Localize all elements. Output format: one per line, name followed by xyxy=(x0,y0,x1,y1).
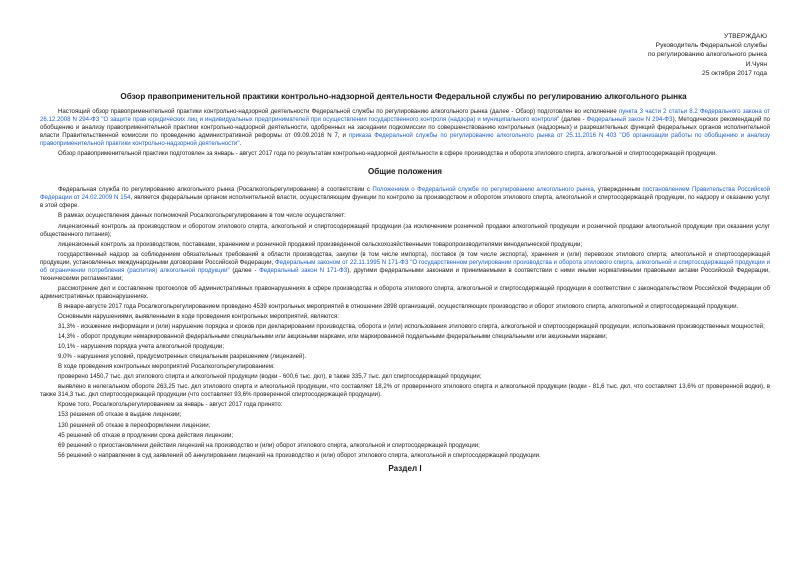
paragraph: В рамках осуществления данных полномочий Росалкогольрегулирование в том числе осуществляет: xyxy=(58,212,346,220)
paragraph: Основными нарушениями, выявленными в ходе проведения контрольных мероприятий, являются: xyxy=(58,312,339,320)
paragraph: лицензионный контроль за производством, поставками, хранением и розничной продажей произведенной сельскохозяйственными товаропроизводителями винодельческой продукции; xyxy=(58,240,583,248)
list-item: 45 решений об отказе в продлении срока действия лицензии; xyxy=(58,431,234,439)
intro-text: Настоящий обзор правоприменительной практики контрольно-надзорной деятельности Федеральной службы по регулированию алкогольного рынка (далее - Обзор) подготовлен во исполнение xyxy=(58,108,619,115)
intro-paragraph xyxy=(40,108,770,148)
general-text: (далее - xyxy=(229,266,260,274)
list-item: 9,0% - нарушения условий, предусмотренных специальным разрешением (лицензией). xyxy=(58,353,307,361)
approval-block xyxy=(507,32,767,78)
paragraph xyxy=(40,251,770,283)
paragraph: В ходе проведения контрольных мероприятий Росалкогольрегулированием: xyxy=(58,363,275,371)
list-item: 69 решений о приостановлении действия лицензий на производство и (или) оборот этилового спирта, алкогольной и спиртосодержащей продукции; xyxy=(58,441,480,449)
list-item: 153 решения об отказе в выдаче лицензии; xyxy=(58,411,182,419)
document-body xyxy=(40,108,770,473)
general-text: , утвержденным xyxy=(593,186,643,194)
link-law-171-full[interactable]: Федеральным законом от 22.11.1995 N 171-ФЗ "О государственном регулировании производства и оборота этилового спирта, алкогольной и спиртосодержащей продукции и об ограничении потребления (распития) алкогольной продукции" xyxy=(40,258,770,274)
list-item: 10,1% - нарушения порядка учета алкогольной продукции; xyxy=(58,343,225,351)
document-title: Обзор правоприменительной практики контрольно-надзорной деятельности Федеральной службы по регулированию алкогольного рынка xyxy=(120,92,687,101)
link-law-294[interactable]: Федеральный закон N 294-ФЗ xyxy=(586,116,673,124)
general-text: государственный надзор за соблюдением обязательных требований в области производства, закупки (в том числе импорта), поставок (в том числе экспорта), хранения и (или) перевозок этилового спирта, алкогольной и спиртосодержащей продукции, установленных международными договорами Российской Федерации, xyxy=(40,250,770,266)
general-paragraph xyxy=(40,186,770,210)
link-order-403[interactable]: приказа Федеральной службы по регулированию алкогольного рынка от 25.11.2016 N 403 "Об организации работы по обобщению и анализу правоприменительной практики контрольно-надзорной деятельности" xyxy=(40,132,770,148)
paragraph: В январе-августе 2017 года Росалкогольрегулированием проведено 4539 контрольных мероприятий в отношении 2898 организаций, осуществляющих производство и оборот этилового спирта, алкогольной и спиртосодержащей продукции. xyxy=(58,302,739,310)
approval-date: 25 октября 2017 года xyxy=(702,69,767,77)
paragraph: Кроме того, Росалкогольрегулированием за январь - август 2017 года принято: xyxy=(58,401,283,409)
paragraph: лицензионный контроль за производством и оборотом этилового спирта, алкогольной и спиртосодержащей продукции (за исключением розничной продажи алкогольной продукции и розничной продажи алкогольной продукции при оказании услуг общественного питания); xyxy=(40,222,770,238)
link-regulation[interactable]: Положением о Федеральной службе по регулированию алкогольного рынка xyxy=(372,186,594,194)
list-item: 56 решений о направлении в суд заявлений об аннулировании лицензий на производство и (или) оборот этилового спирта, алкогольной и спиртосодержащей продукции. xyxy=(58,451,541,459)
paragraph: рассмотрение дел и составление протоколов об административных правонарушениях в сфере производства и оборота этилового спирта, алкогольной и спиртосодержащей продукции в соответствии с законодательством Российской Федерации об административных правонарушениях. xyxy=(40,284,770,300)
intro-text: . xyxy=(239,140,242,148)
section-title-1: Раздел I xyxy=(388,463,422,473)
link-law-171[interactable]: Федеральный закон N 171-ФЗ xyxy=(259,266,348,274)
general-text: , является федеральным органом исполнительной власти, осуществляющим функции по контролю за производством и оборотом этилового спирта, алкогольной и спиртосодержащей продукции, по надзору и оказанию услуг в этой сфере. xyxy=(40,194,771,210)
list-item: выявлено в нелегальном обороте 263,25 тыс. дкл этилового спирта и алкогольной продукции, что составляет 18,2% от проверенного этилового спирта и алкогольной продукции (водки - 81,6 тыс. дкл, что составляет 13,6% от проверенной водки), в также 314,3 тыс. дкл спиртосодержащей продукции (что составляет 93,6% проверенной спиртосодержащей продукции). xyxy=(40,383,770,399)
link-law-294-article[interactable]: пункта 3 части 2 статьи 8.2 Федерального закона от 26.12.2008 N 294-ФЗ "О защите прав юридических лиц и индивидуальных предпринимателей при осуществлении государственного контроля (надзора) и муниципального контроля" xyxy=(40,108,770,124)
intro-text: ), Методических рекомендаций по обобщению и анализу правоприменительной практики контрольно-надзорной деятельности, одобренных на заседании подкомиссии по совершенствованию контрольных (надзорных) и разрешительных функций федеральных органов исполнительной власти Правительственной комиссии по проведению административной реформы от 09.09.2016 N 7, и xyxy=(40,116,771,140)
link-decree-154[interactable]: постановлением Правительства Российской Федерации от 24.02.2009 N 154 xyxy=(40,186,770,202)
approval-position-2: по регулированию алкогольного рынка xyxy=(647,51,767,59)
approval-signatory: И.Чуян xyxy=(745,60,767,68)
approval-position: Руководитель Федеральной службы xyxy=(655,42,767,50)
general-text: ), другими федеральными законами и принимаемыми в соответствии с ними иными нормативными правовыми актами Российской Федерации, техническими регламентами; xyxy=(40,266,770,282)
intro-text: (далее - xyxy=(559,116,587,124)
intro-paragraph-2: Обзор правоприменительной практики подготовлен за январь - август 2017 года по результатам контрольно-надзорной деятельности в сфере производства и оборота этилового спирта, алкогольной и спиртосодержащей продукции. xyxy=(58,150,717,158)
list-item: проверено 1450,7 тыс. дкл этилового спирта и алкогольной продукции (водки - 600,6 тыс. дкл), в также 335,7 тыс. дкл спиртосодержащей продукции; xyxy=(58,373,482,381)
list-item: 14,3% - оборот продукции немаркированной федеральными специальными или акцизными марками, или маркированной поддельными федеральными специальными или акцизными марками; xyxy=(58,333,608,341)
list-item: 130 решений об отказе в переоформлении лицензии; xyxy=(58,421,211,429)
list-item: 31,3% - искажение информации и (или) нарушение порядка и сроков при декларировании производства, оборота и (или) использования этилового спирта, алкогольной и спиртосодержащей продукции, использования производственных мощностей; xyxy=(58,323,765,331)
section-title-general: Общие положения xyxy=(367,167,443,177)
general-text: Федеральная служба по регулированию алкогольного рынка (Росалкогольрегулирование) в соответствии с xyxy=(58,186,373,194)
approval-heading: УТВЕРЖДАЮ xyxy=(724,33,767,40)
